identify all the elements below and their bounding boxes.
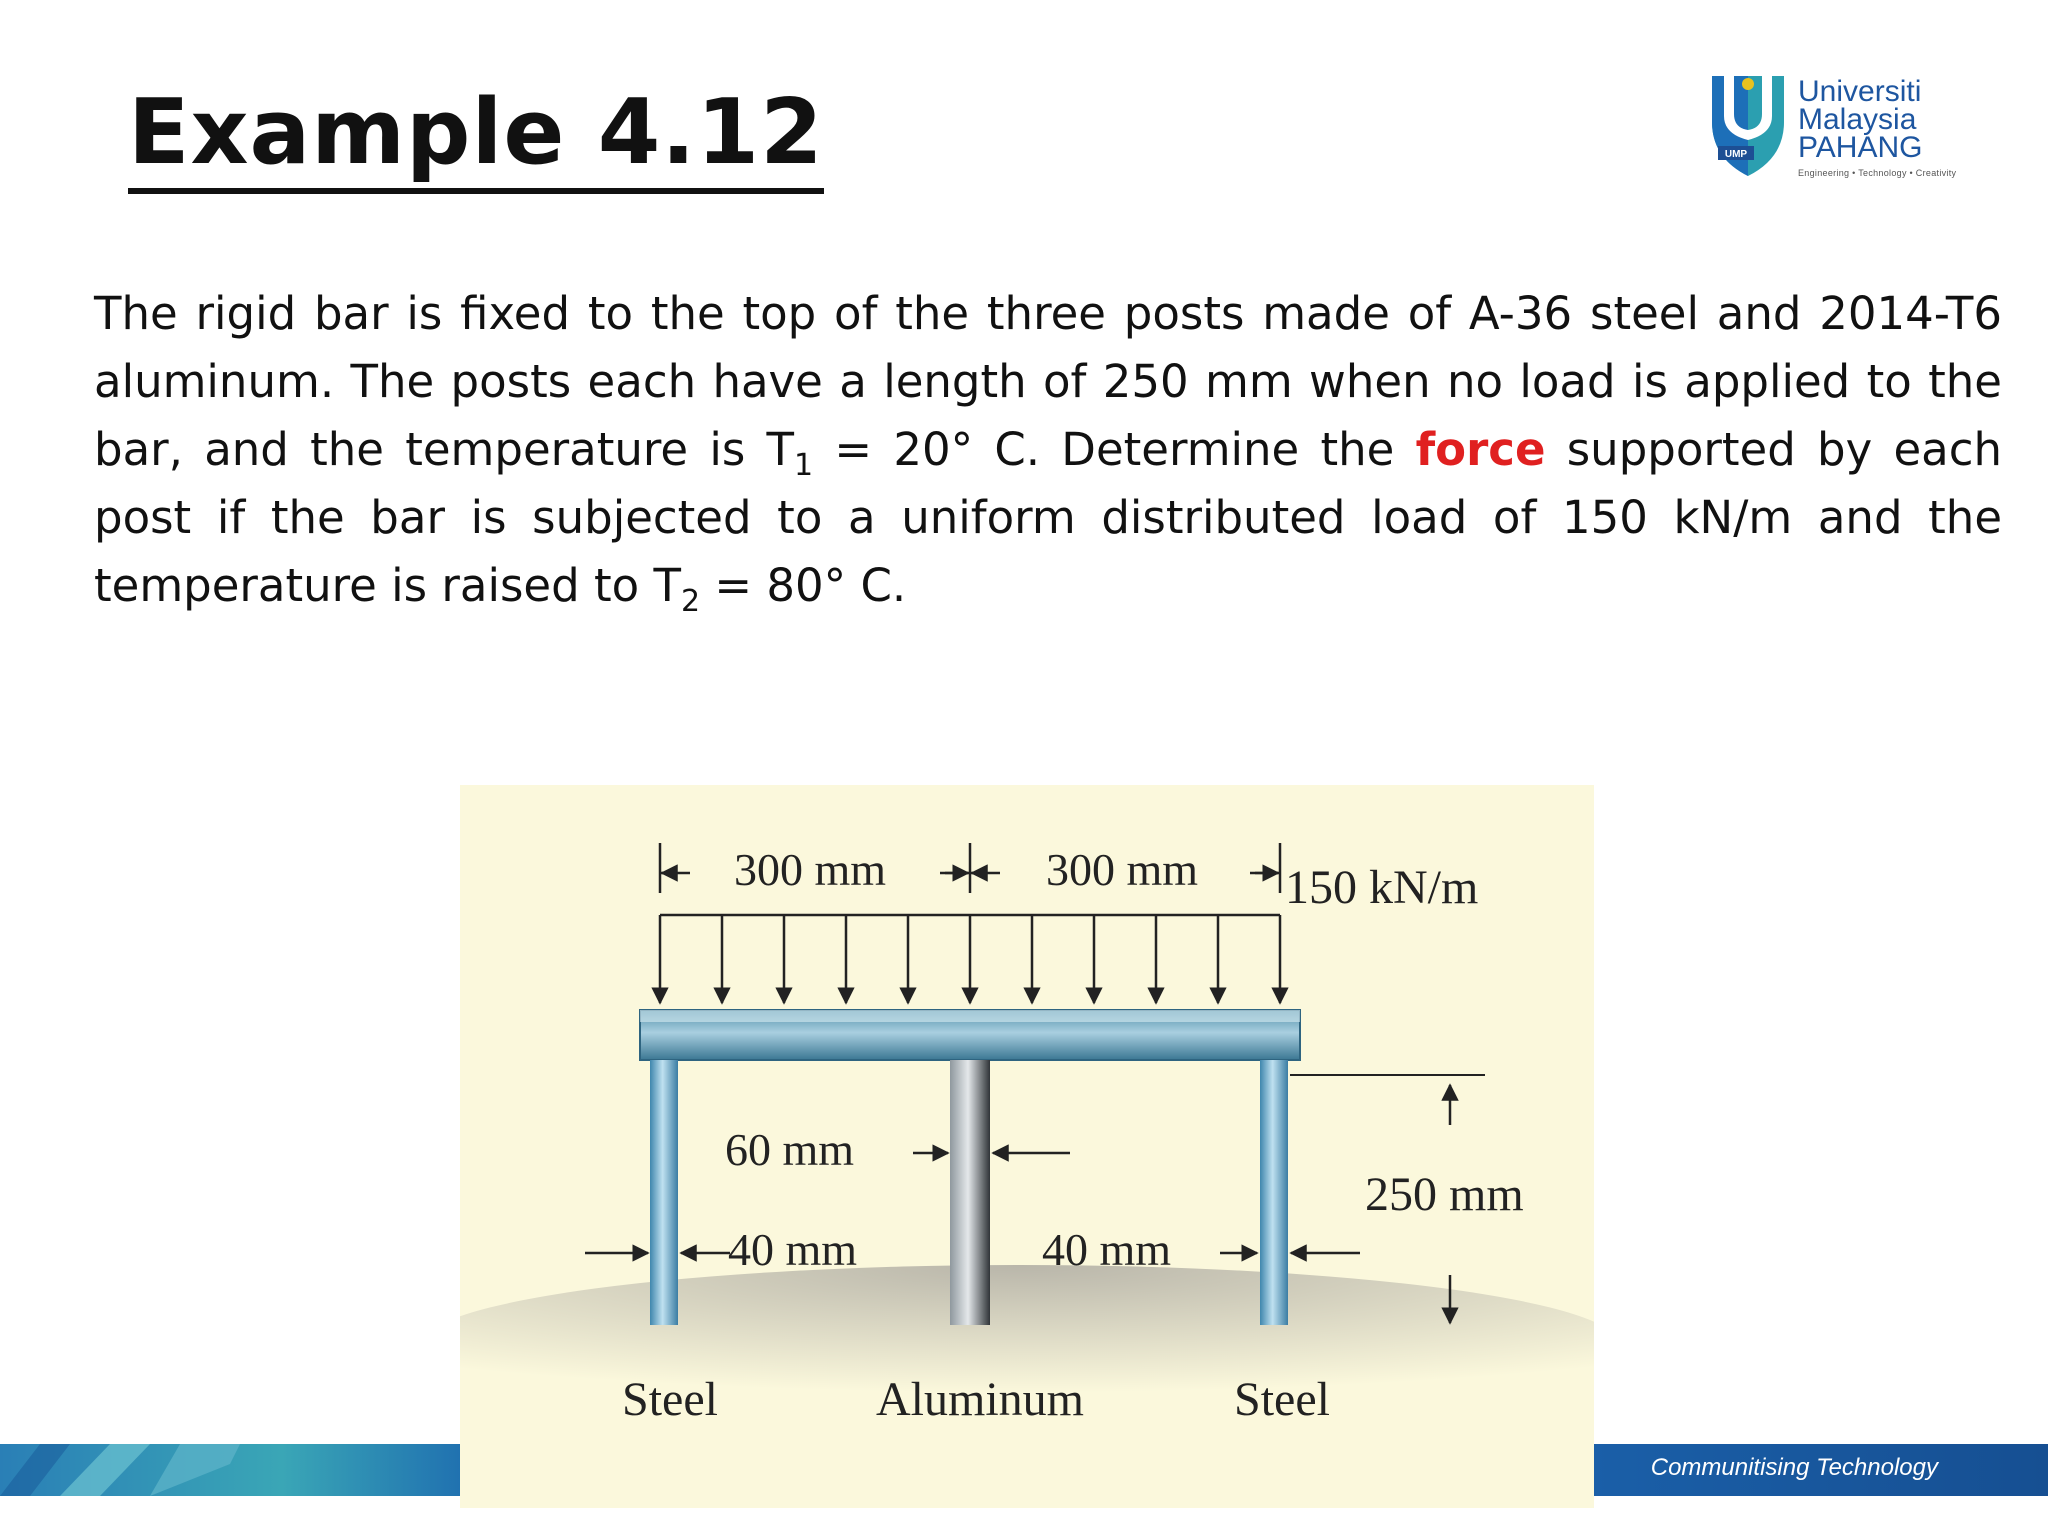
university-logo	[1708, 70, 1958, 180]
logo-line-2: Malaysia	[1798, 103, 1917, 136]
dimension-span-left: 300 mm	[733, 844, 887, 895]
problem-part-1: The rigid bar is fixed to the top of the three posts made of A-36 steel and 2014-T6 aluminum. The posts each have a length of 250 mm when no load is applied to the bar, and the temperature is T	[94, 287, 2002, 476]
shield-icon	[1708, 70, 1788, 180]
dimension-span-right: 300 mm	[1045, 844, 1199, 895]
problem-part-2: = 20° C. Determine the	[813, 423, 1416, 476]
label-steel-left: Steel	[622, 1373, 718, 1426]
logo-tagline: Engineering • Technology • Creativity	[1798, 168, 1957, 178]
problem-part-4: = 80° C.	[700, 559, 907, 612]
label-steel-right: Steel	[1234, 1373, 1330, 1426]
steel-post-left	[650, 1060, 678, 1325]
steel-post-right	[1260, 1060, 1288, 1325]
problem-statement	[94, 280, 2002, 620]
dimension-length: 250 mm	[1365, 1168, 1524, 1221]
highlight-force: force	[1415, 423, 1546, 476]
logo-badge: UMP	[1724, 149, 1748, 160]
slide-title: Example 4.12	[128, 78, 824, 194]
aluminum-post	[950, 1060, 990, 1325]
dimension-left-post: 40 mm	[728, 1224, 858, 1275]
dimension-right-post: 40 mm	[1042, 1224, 1172, 1275]
problem-part-3: supported by each post if the bar is subjected to a uniform distributed load of 150 kN/m and the temperature is raised to T	[94, 423, 2002, 612]
footer-right-band	[1590, 1444, 2048, 1496]
load-label: 150 kN/m	[1285, 861, 1479, 914]
logo-line-1: Universiti	[1798, 75, 1922, 108]
footer-left-stripe	[0, 1444, 470, 1496]
logo-line-3: PAHANG	[1798, 131, 1923, 164]
diagram-figure	[460, 785, 1594, 1508]
dimension-middle-post: 60 mm	[725, 1124, 855, 1175]
subscript-1: 1	[794, 448, 814, 483]
posts-diagram	[460, 785, 1594, 1508]
footer-slogan: Communitising Technology	[1650, 1454, 1938, 1481]
subscript-2: 2	[680, 584, 701, 619]
label-aluminum: Aluminum	[875, 1373, 1085, 1426]
